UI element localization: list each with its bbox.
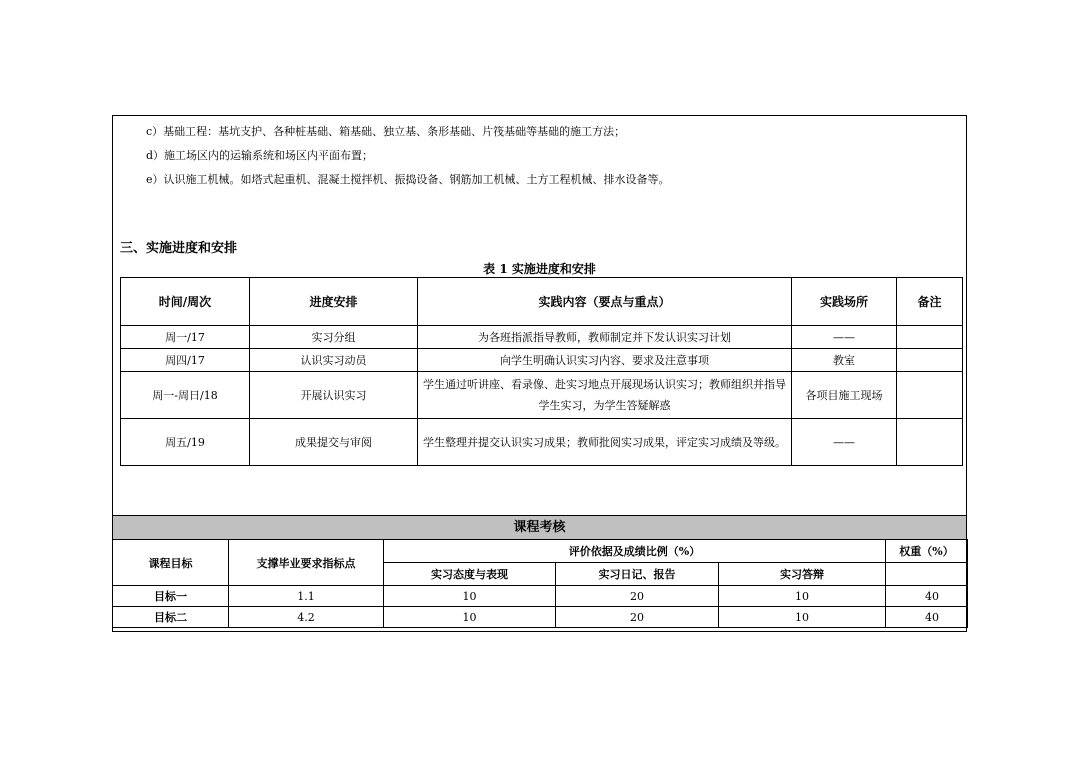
header-progress: 进度安排 (250, 278, 418, 326)
table-row (121, 372, 963, 419)
cell-progress: 认识实习动员 (250, 349, 418, 372)
header-content: 实践内容（要点与重点） (418, 278, 792, 326)
table-row (121, 349, 963, 372)
assessment-header-row (113, 540, 968, 563)
cell-score: 10 (384, 586, 556, 607)
cell-indicator: 1.1 (229, 586, 384, 607)
cell-time: 周四/17 (121, 349, 250, 372)
cell-content: 学生整理并提交认识实习成果；教师批阅实习成果，评定实习成绩及等级。 (418, 419, 792, 466)
cell-place: —— (792, 419, 897, 466)
cell-weight: 40 (886, 586, 968, 607)
subheader-defense: 实习答辩 (719, 563, 886, 586)
subheader-empty (886, 563, 968, 586)
cell-remark (897, 419, 963, 466)
exam-section-title: 课程考核 (113, 515, 966, 540)
section-heading: 三、实施进度和安排 (120, 241, 238, 256)
cell-time: 周一/17 (121, 326, 250, 349)
intro-line-e: e）认识施工机械。如塔式起重机、混凝土搅拌机、振捣设备、钢筋加工机械、土方工程机械、排水设备等。 (146, 173, 670, 186)
schedule-table (120, 277, 963, 466)
table-row (121, 419, 963, 466)
header-place: 实践场所 (792, 278, 897, 326)
header-basis: 评价依据及成绩比例（%） (384, 540, 886, 563)
cell-content: 向学生明确认识实习内容、要求及注意事项 (418, 349, 792, 372)
intro-line-c: c）基础工程：基坑支护、各种桩基础、箱基础、独立基、条形基础、片筏基础等基础的施工方法； (146, 125, 626, 138)
document-frame (112, 115, 967, 632)
header-remark: 备注 (897, 278, 963, 326)
cell-weight: 40 (886, 607, 968, 628)
cell-remark (897, 326, 963, 349)
cell-score: 10 (719, 586, 886, 607)
header-time: 时间/周次 (121, 278, 250, 326)
cell-place: 各项目施工现场 (792, 372, 897, 419)
header-indicator: 支撑毕业要求指标点 (229, 540, 384, 586)
cell-goal: 目标一 (113, 586, 229, 607)
cell-goal: 目标二 (113, 607, 229, 628)
cell-remark (897, 349, 963, 372)
subheader-attitude: 实习态度与表现 (384, 563, 556, 586)
schedule-header-row (121, 278, 963, 326)
cell-time: 周五/19 (121, 419, 250, 466)
cell-score: 10 (719, 607, 886, 628)
header-weight: 权重（%） (886, 540, 968, 563)
table-row (113, 607, 968, 628)
cell-score: 10 (384, 607, 556, 628)
assessment-table (112, 539, 968, 628)
cell-time: 周一-周日/18 (121, 372, 250, 419)
cell-score: 20 (556, 607, 719, 628)
cell-content: 为各班指派指导教师，教师制定并下发认识实习计划 (418, 326, 792, 349)
cell-place: —— (792, 326, 897, 349)
cell-indicator: 4.2 (229, 607, 384, 628)
table-row (121, 326, 963, 349)
header-goal: 课程目标 (113, 540, 229, 586)
subheader-report: 实习日记、报告 (556, 563, 719, 586)
table1-caption: 表 1 实施进度和安排 (483, 262, 596, 276)
table-row (113, 586, 968, 607)
cell-remark (897, 372, 963, 419)
cell-score: 20 (556, 586, 719, 607)
cell-progress: 成果提交与审阅 (250, 419, 418, 466)
cell-progress: 实习分组 (250, 326, 418, 349)
cell-place: 教室 (792, 349, 897, 372)
cell-content: 学生通过听讲座、看录像、赴实习地点开展现场认识实习；教师组织并指导学生实习，为学生答疑解惑 (418, 372, 792, 419)
intro-line-d: d）施工场区内的运输系统和场区内平面布置； (146, 149, 374, 162)
cell-progress: 开展认识实习 (250, 372, 418, 419)
